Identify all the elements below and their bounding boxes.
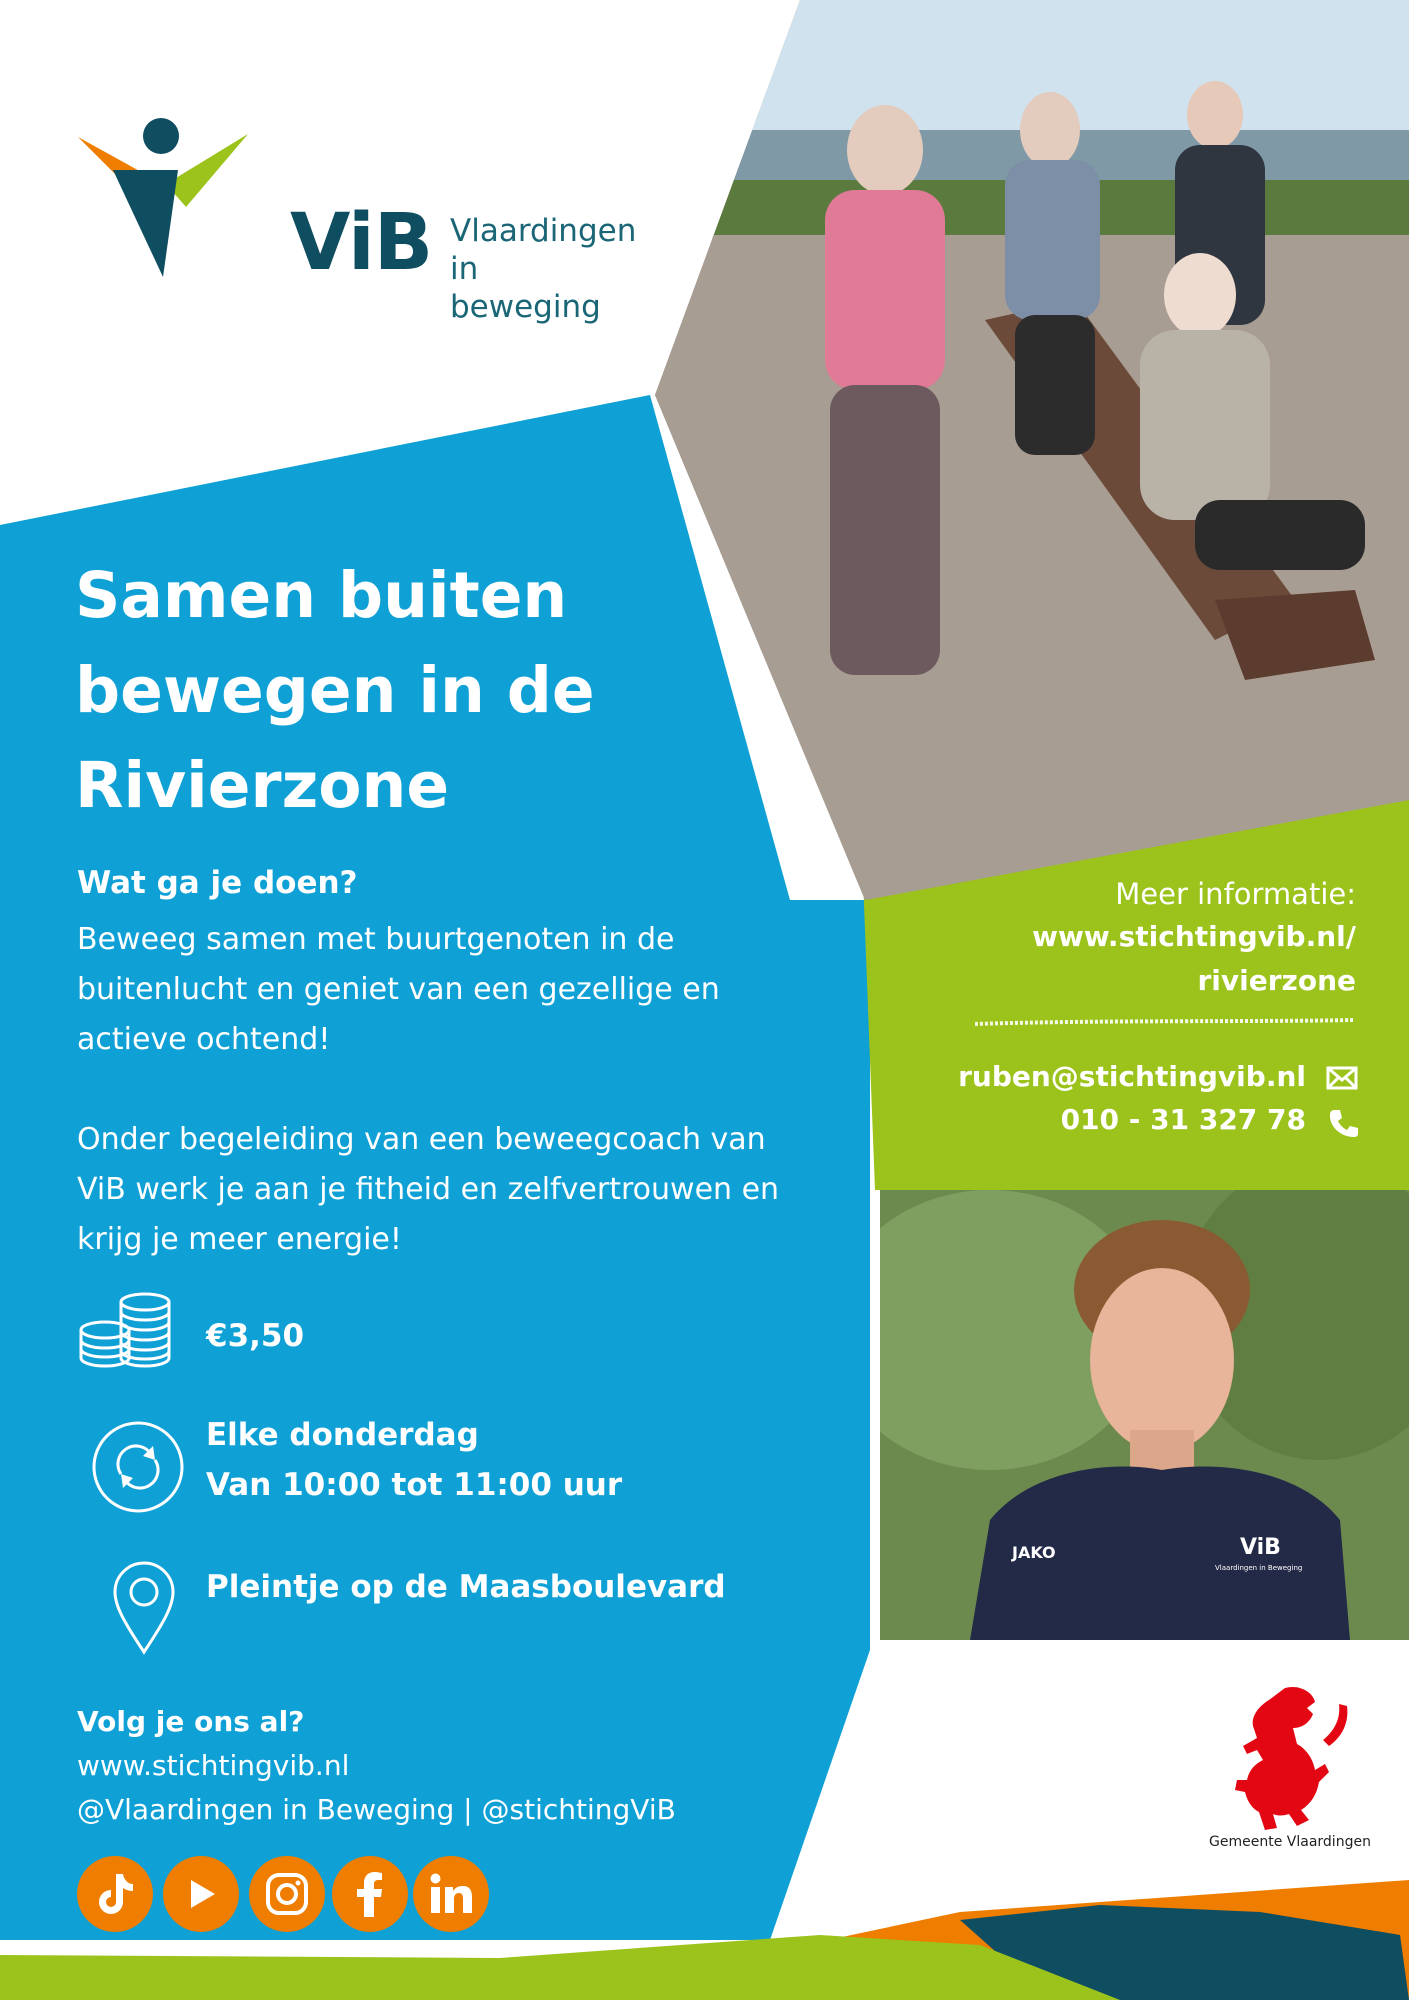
logo-tagline-line2: in beweging <box>450 251 601 325</box>
municipality-name: Gemeente Vlaardingen <box>1209 1834 1371 1850</box>
page-title <box>75 548 715 833</box>
envelope-icon <box>1326 1066 1358 1090</box>
location-label: Pleintje op de Maasboulevard <box>206 1569 726 1605</box>
follow-heading: Volg je ons al? <box>77 1705 305 1738</box>
youtube-button[interactable] <box>163 1856 239 1932</box>
location-pin-icon <box>112 1560 176 1656</box>
shirt-logo-sub: Vlaardingen in Beweging <box>1215 1564 1303 1572</box>
follow-handles: @Vlaardingen in Beweging | @stichtingViB <box>77 1793 676 1826</box>
vlaardingen-lion-crest <box>1225 1680 1355 1830</box>
instagram-icon <box>265 1872 309 1916</box>
contact-phone[interactable]: 010 - 31 327 78 <box>1060 1103 1306 1136</box>
schedule <box>206 1410 622 1510</box>
intro-paragraph-1: Beweeg samen met buurtgenoten in de buitenlucht en geniet van een gezellige en actieve ochtend! <box>77 922 720 1057</box>
vib-logo-mark <box>78 112 278 282</box>
contact-url-line-1[interactable]: www.stichtingvib.nl/ <box>1032 920 1356 953</box>
youtube-icon <box>183 1876 219 1912</box>
logo-brand: ViB <box>290 198 433 288</box>
intro-paragraph-2: Onder begeleiding van een beweegcoach van ViB werk je aan je fitheid en zelfvertrouwen en krijg je meer energie! <box>77 1122 780 1257</box>
shirt-brand: JAKO <box>1012 1543 1056 1562</box>
tiktok-icon <box>95 1872 135 1916</box>
phone-icon <box>1328 1108 1358 1138</box>
contact-url-line-2[interactable]: rivierzone <box>1197 964 1356 997</box>
coins-icon <box>77 1290 175 1368</box>
follow-section <box>77 1700 676 1832</box>
coach-photo <box>880 1190 1409 1640</box>
contact-block <box>900 873 1356 1003</box>
facebook-icon <box>356 1871 384 1917</box>
tiktok-button[interactable] <box>77 1856 153 1932</box>
title-line-3: Rivierzone <box>75 749 450 822</box>
contact-label: Meer informatie: <box>1115 877 1356 911</box>
contact-email[interactable]: ruben@stichtingvib.nl <box>958 1060 1306 1093</box>
follow-website[interactable]: www.stichtingvib.nl <box>77 1749 350 1782</box>
schedule-day: Elke donderdag <box>206 1417 479 1453</box>
title-line-2: bewegen in de <box>75 654 595 727</box>
vib-logo <box>78 112 637 325</box>
intro-heading: Wat ga je doen? <box>77 865 358 901</box>
instagram-button[interactable] <box>249 1856 325 1932</box>
linkedin-button[interactable] <box>413 1856 489 1932</box>
schedule-time: Van 10:00 tot 11:00 uur <box>206 1467 623 1503</box>
logo-tagline-line1: Vlaardingen <box>450 213 637 249</box>
linkedin-icon <box>429 1873 473 1915</box>
logo-tagline <box>450 212 636 326</box>
price-label: €3,50 <box>206 1318 305 1354</box>
facebook-button[interactable] <box>332 1856 408 1932</box>
title-line-1: Samen buiten <box>75 559 568 632</box>
shirt-logo: ViB <box>1240 1535 1281 1560</box>
recurring-icon <box>91 1420 185 1514</box>
